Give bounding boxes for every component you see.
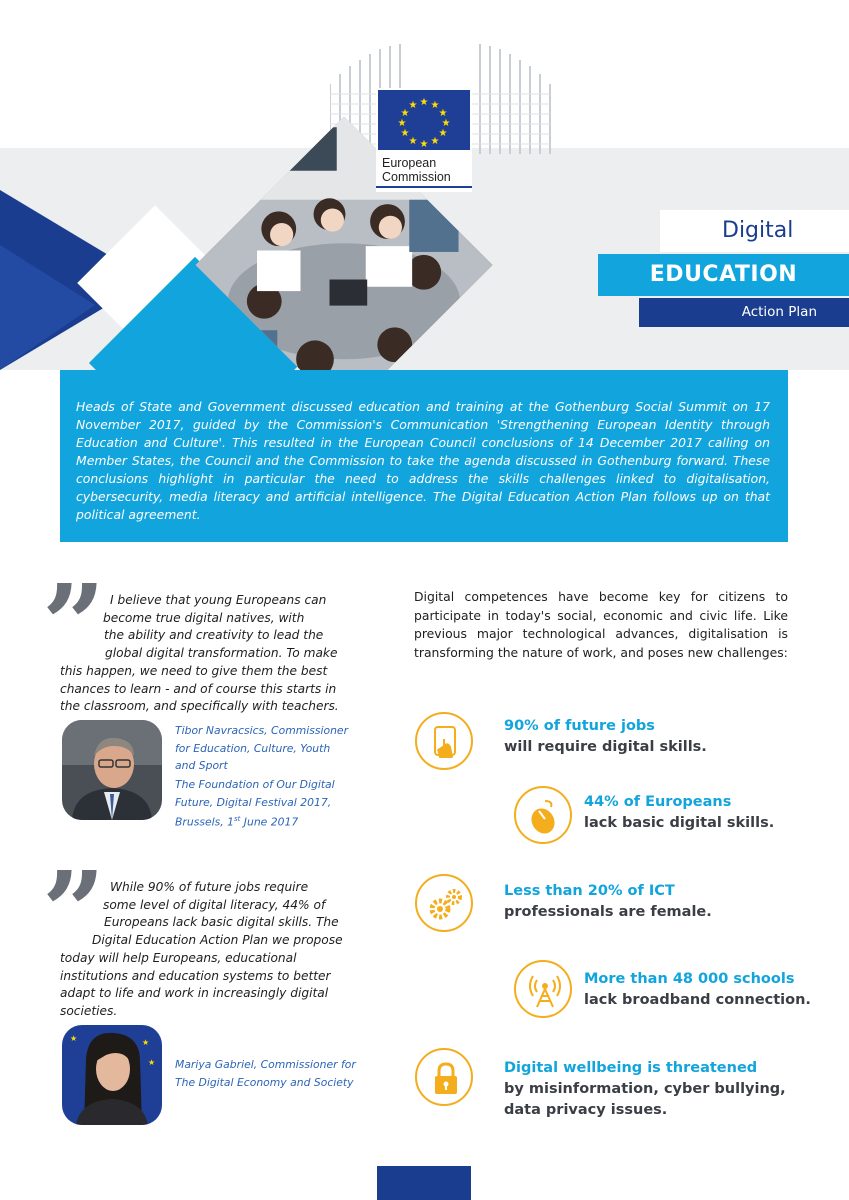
quote-2-line: some level of digital literacy, 44% of: [103, 897, 326, 912]
quote-1-author-line: and Sport: [175, 759, 228, 773]
quote-2-line: institutions and education systems to better: [60, 968, 331, 983]
blue-triangle-shape: [0, 245, 95, 370]
quote-mark-icon: ”: [42, 847, 106, 976]
quote-1-line: I believe that young Europeans can: [110, 593, 327, 607]
antenna-icon: [514, 960, 572, 1018]
stat-text: lack basic digital skills.: [584, 815, 775, 831]
stat-text: lack broadband connection.: [584, 992, 811, 1008]
quote-2-text: [60, 879, 376, 1021]
european-commission-logo: [376, 88, 472, 192]
stat-highlight: More than 48 000 schools: [584, 971, 795, 987]
stat-text: data privacy issues.: [504, 1102, 668, 1118]
svg-text:★: ★: [70, 1034, 78, 1043]
quote-2-line: Digital Education Action Plan we propose: [92, 933, 343, 948]
svg-text:★: ★: [408, 136, 418, 147]
svg-text:★: ★: [430, 100, 440, 111]
stat-text: professionals are female.: [504, 904, 712, 920]
logo-text-european: European: [382, 156, 437, 170]
svg-text:★: ★: [148, 1058, 156, 1067]
title-education: EDUCATION: [598, 254, 849, 296]
quote-2-line: Europeans lack basic digital skills. The: [104, 915, 339, 930]
svg-text:★: ★: [419, 97, 429, 108]
stat-europeans-skills: [584, 792, 774, 834]
svg-text:★: ★: [438, 108, 448, 119]
svg-text:★: ★: [430, 136, 440, 147]
stat-future-jobs: [504, 716, 707, 758]
logo-underline: [376, 186, 472, 188]
quote-2-line: today will help Europeans, educational: [60, 950, 297, 965]
footer-bar: [377, 1166, 471, 1200]
padlock-icon: [415, 1048, 473, 1106]
svg-text:★: ★: [441, 118, 451, 129]
quote-2-author-line: Mariya Gabriel, Commissioner for: [175, 1058, 356, 1071]
quote-1-line: chances to learn - and of course this starts in: [60, 681, 337, 696]
intro-box: [60, 370, 788, 542]
stat-highlight: 44% of Europeans: [584, 794, 732, 810]
logo-text-commission: Commission: [382, 170, 451, 184]
quote-mark-icon: ”: [42, 560, 106, 689]
header-banner: [0, 0, 849, 370]
quote-1-source-line: Brussels, 1st June 2017: [175, 815, 299, 829]
quote-1-line: the classroom, and specifically with teachers.: [60, 699, 339, 714]
stat-digital-wellbeing: [504, 1058, 786, 1121]
quote-1-author-line: for Education, Culture, Youth: [175, 741, 331, 755]
quote-1-author: [175, 722, 348, 775]
eu-flag-icon: [378, 90, 470, 150]
title-digital: Digital: [660, 210, 849, 252]
quote-1-line: become true digital natives, with: [103, 610, 305, 625]
gears-icon: [415, 874, 473, 932]
quote-2-author: [175, 1056, 356, 1091]
lead-paragraph: Digital competences have become key for citizens to participate in today's social, economic and civic life. Like previous major technological advances, digitalisation is transforming the nature of work, and poses new challenges:: [414, 589, 788, 660]
quote-2-line: adapt to life and work in increasingly digital: [60, 986, 329, 1001]
quote-1-author-line: Tibor Navracsics, Commissioner: [175, 724, 349, 737]
svg-text:★: ★: [397, 118, 407, 129]
quote-1-line: global digital transformation. To make: [105, 646, 338, 661]
tablet-touch-icon: [415, 712, 473, 770]
stat-highlight: 90% of future jobs: [504, 718, 655, 734]
svg-text:★: ★: [438, 128, 448, 139]
title-action-plan: Action Plan: [639, 298, 849, 327]
stat-schools-broadband: [584, 969, 811, 1011]
stat-text: will require digital skills.: [504, 739, 707, 755]
stat-ict-female: [504, 881, 712, 923]
svg-text:★: ★: [400, 108, 410, 119]
svg-text:★: ★: [408, 100, 418, 111]
quote-2-line: societies.: [60, 1003, 118, 1018]
quote-1-text: [60, 592, 376, 716]
quote-2-line: While 90% of future jobs require: [110, 880, 309, 894]
quote-1-line: this happen, we need to give them the best: [60, 663, 328, 678]
quote-1-source-line: Future, Digital Festival 2017,: [175, 795, 332, 809]
svg-text:★: ★: [400, 128, 410, 139]
stat-highlight: Digital wellbeing is threatened: [504, 1060, 758, 1076]
intro-text: Heads of State and Government discussed education and training at the Gothenburg Social Summit on 17 November 2017, guided by the Commission's Communication 'Strengthening European Identity through Education and Culture'. This resulted in the European Council conclusions of 14 December 2017 calling on Member States, the Council and the Commission to take the agenda discussed in Gothenburg forward. These conclusions highlight in particular the need to address the skills challenges linked to digitalisation, cybersecurity, media literacy and artificial intelligence. The Digital Education Action Plan follows up on that political agreement.: [76, 399, 770, 522]
quote-1-source: [175, 776, 335, 831]
stat-text: by misinformation, cyber bullying,: [504, 1081, 786, 1097]
avatar-tibor-navracsics: [62, 720, 162, 820]
quote-2-author-line: The Digital Economy and Society: [175, 1075, 354, 1089]
svg-text:★: ★: [142, 1038, 150, 1047]
quote-1-line: the ability and creativity to lead the: [104, 628, 324, 643]
quote-1-source-line: The Foundation of Our Digital: [175, 778, 335, 791]
svg-text:★: ★: [419, 139, 429, 150]
avatar-mariya-gabriel: [62, 1025, 162, 1125]
stat-highlight: Less than 20% of ICT: [504, 883, 675, 899]
mouse-icon: [514, 786, 572, 844]
